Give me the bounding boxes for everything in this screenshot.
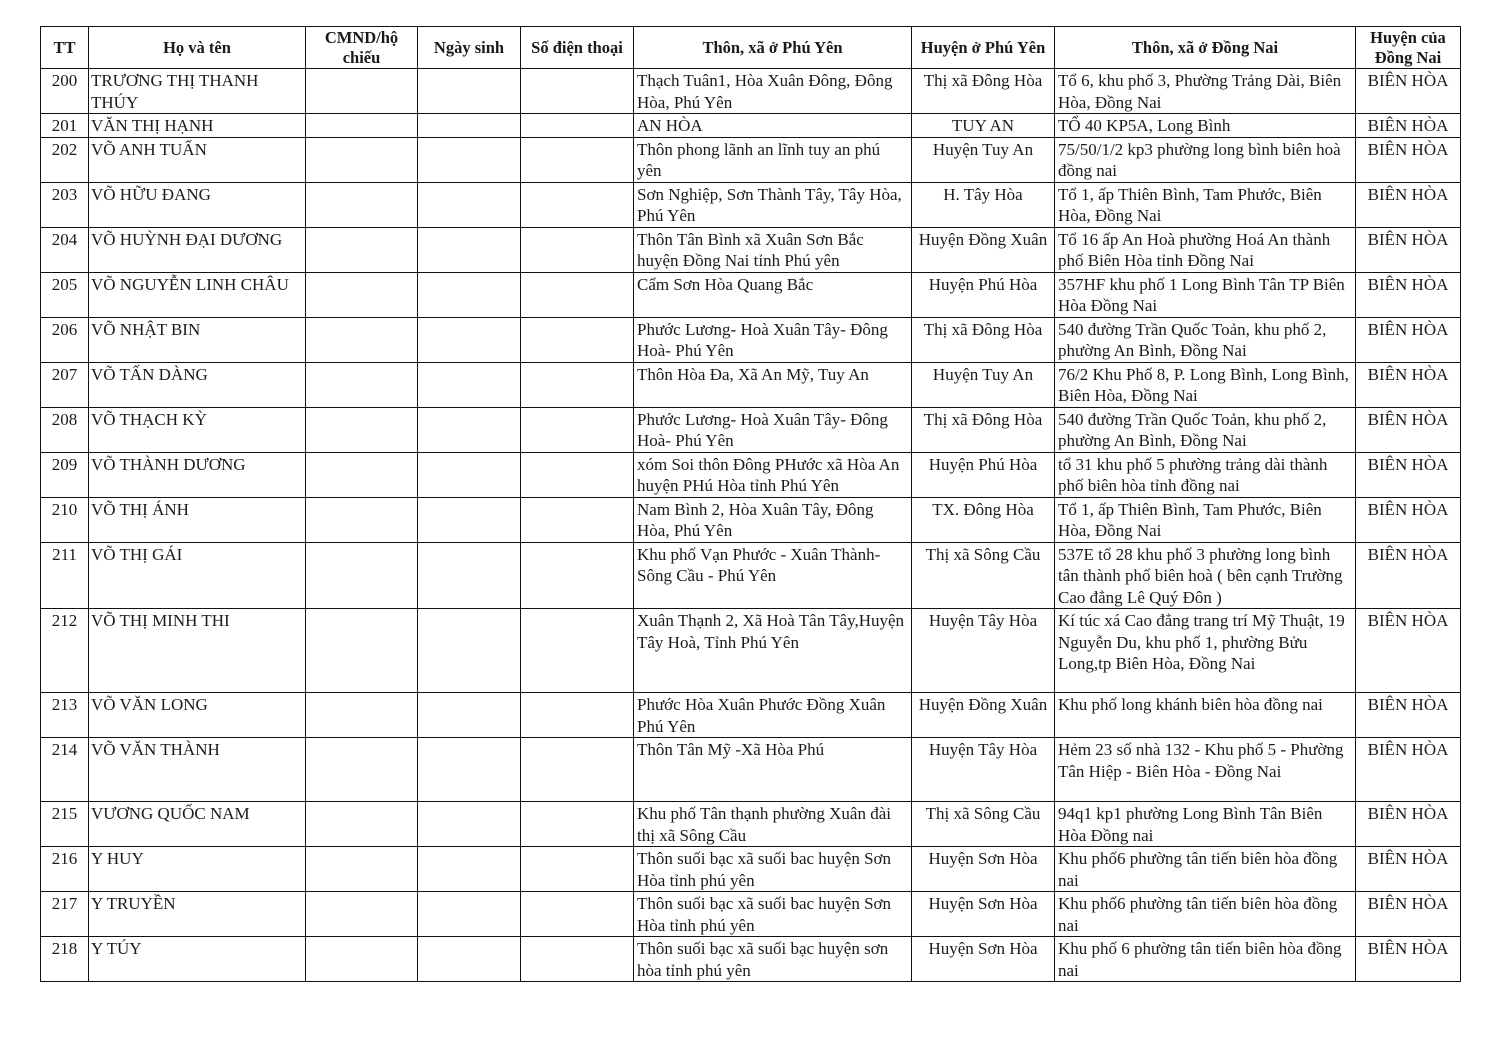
- person-name: VÕ VĂN LONG: [89, 693, 306, 738]
- row-number: 210: [41, 497, 89, 542]
- dong-nai-district: BIÊN HÒA: [1356, 847, 1461, 892]
- phu-yen-address: Khu phố Tân thạnh phường Xuân đài thị xã Sông Cầu: [634, 802, 912, 847]
- phu-yen-address: Thôn phong lãnh an lĩnh tuy an phú yên: [634, 137, 912, 182]
- id-number-redacted: [306, 182, 418, 227]
- id-number-redacted: [306, 497, 418, 542]
- dong-nai-district: BIÊN HÒA: [1356, 69, 1461, 114]
- phu-yen-district: Huyện Sơn Hòa: [912, 847, 1055, 892]
- birth-date-redacted: [418, 114, 521, 138]
- phone-redacted: [521, 69, 634, 114]
- id-number-redacted: [306, 137, 418, 182]
- row-number: 213: [41, 693, 89, 738]
- row-number: 205: [41, 272, 89, 317]
- birth-date-redacted: [418, 738, 521, 802]
- phu-yen-district: Huyện Đồng Xuân: [912, 227, 1055, 272]
- person-name: VÕ HỮU ĐANG: [89, 182, 306, 227]
- table-row: [41, 937, 1461, 982]
- table-row: [41, 452, 1461, 497]
- phone-redacted: [521, 847, 634, 892]
- table-row: [41, 738, 1461, 802]
- dong-nai-address: Khu phố 6 phường tân tiến biên hòa đồng nai: [1055, 937, 1356, 982]
- person-name: VÕ NGUYỄN LINH CHÂU: [89, 272, 306, 317]
- phone-redacted: [521, 362, 634, 407]
- row-number: 200: [41, 69, 89, 114]
- phu-yen-district: Thị xã Sông Cầu: [912, 802, 1055, 847]
- dong-nai-address: Khu phố6 phường tân tiến biên hòa đồng nai: [1055, 847, 1356, 892]
- birth-date-redacted: [418, 542, 521, 609]
- row-number: 206: [41, 317, 89, 362]
- dong-nai-address: 75/50/1/2 kp3 phường long bình biên hoà đồng nai: [1055, 137, 1356, 182]
- row-number: 204: [41, 227, 89, 272]
- person-name: VÕ VĂN THÀNH: [89, 738, 306, 802]
- header-name: Họ và tên: [89, 27, 306, 69]
- table-row: [41, 847, 1461, 892]
- dong-nai-district: BIÊN HÒA: [1356, 738, 1461, 802]
- id-number-redacted: [306, 114, 418, 138]
- header-id: CMND/hộ chiếu: [306, 27, 418, 69]
- dong-nai-district: BIÊN HÒA: [1356, 182, 1461, 227]
- phone-redacted: [521, 609, 634, 693]
- phu-yen-address: AN HÒA: [634, 114, 912, 138]
- phu-yen-district: Huyện Phú Hòa: [912, 272, 1055, 317]
- table-row: [41, 69, 1461, 114]
- birth-date-redacted: [418, 69, 521, 114]
- person-name: TRƯƠNG THỊ THANH THÚY: [89, 69, 306, 114]
- id-number-redacted: [306, 693, 418, 738]
- dong-nai-district: BIÊN HÒA: [1356, 937, 1461, 982]
- id-number-redacted: [306, 407, 418, 452]
- birth-date-redacted: [418, 497, 521, 542]
- table-row: [41, 317, 1461, 362]
- phone-redacted: [521, 272, 634, 317]
- dong-nai-address: tổ 31 khu phố 5 phường trảng dài thành phố biên hòa tỉnh đồng nai: [1055, 452, 1356, 497]
- person-name: Y HUY: [89, 847, 306, 892]
- dong-nai-address: Kí túc xá Cao đẳng trang trí Mỹ Thuật, 19 Nguyễn Du, khu phố 1, phường Bửu Long,tp Biên Hòa, Đồng Nai: [1055, 609, 1356, 693]
- row-number: 208: [41, 407, 89, 452]
- phu-yen-district: TUY AN: [912, 114, 1055, 138]
- phu-yen-district: TX. Đông Hòa: [912, 497, 1055, 542]
- phone-redacted: [521, 937, 634, 982]
- phone-redacted: [521, 452, 634, 497]
- phone-redacted: [521, 738, 634, 802]
- dong-nai-district: BIÊN HÒA: [1356, 227, 1461, 272]
- person-name: VÕ TẤN DÀNG: [89, 362, 306, 407]
- residents-table: [40, 26, 1461, 982]
- table-row: [41, 802, 1461, 847]
- dong-nai-address: 540 đường Trần Quốc Toản, khu phố 2, phường An Bình, Đồng Nai: [1055, 407, 1356, 452]
- birth-date-redacted: [418, 137, 521, 182]
- id-number-redacted: [306, 362, 418, 407]
- phu-yen-address: Cẩm Sơn Hòa Quang Bắc: [634, 272, 912, 317]
- row-number: 215: [41, 802, 89, 847]
- id-number-redacted: [306, 802, 418, 847]
- header-addr-py: Thôn, xã ở Phú Yên: [634, 27, 912, 69]
- phu-yen-address: Nam Bình 2, Hòa Xuân Tây, Đông Hòa, Phú Yên: [634, 497, 912, 542]
- dong-nai-address: Hẻm 23 số nhà 132 - Khu phố 5 - Phường Tân Hiệp - Biên Hòa - Đồng Nai: [1055, 738, 1356, 802]
- id-number-redacted: [306, 937, 418, 982]
- phu-yen-address: Xuân Thạnh 2, Xã Hoà Tân Tây,Huyện Tây Hoà, Tỉnh Phú Yên: [634, 609, 912, 693]
- phu-yen-address: Thôn suối bạc xã suối bac huyện Sơn Hòa tỉnh phú yên: [634, 847, 912, 892]
- phu-yen-district: Thị xã Đông Hòa: [912, 407, 1055, 452]
- dong-nai-district: BIÊN HÒA: [1356, 137, 1461, 182]
- person-name: VĂN THỊ HẠNH: [89, 114, 306, 138]
- birth-date-redacted: [418, 937, 521, 982]
- table-row: [41, 407, 1461, 452]
- phu-yen-district: Huyện Đồng Xuân: [912, 693, 1055, 738]
- person-name: VÕ HUỲNH ĐẠI DƯƠNG: [89, 227, 306, 272]
- row-number: 211: [41, 542, 89, 609]
- phone-redacted: [521, 137, 634, 182]
- person-name: VÕ THỊ GÁI: [89, 542, 306, 609]
- person-name: VÕ NHẬT BIN: [89, 317, 306, 362]
- phone-redacted: [521, 227, 634, 272]
- phu-yen-address: xóm Soi thôn Đông PHước xã Hòa An huyện PHú Hòa tỉnh Phú Yên: [634, 452, 912, 497]
- table-row: [41, 892, 1461, 937]
- person-name: Y TÚY: [89, 937, 306, 982]
- row-number: 202: [41, 137, 89, 182]
- id-number-redacted: [306, 609, 418, 693]
- id-number-redacted: [306, 452, 418, 497]
- table-row: [41, 693, 1461, 738]
- row-number: 218: [41, 937, 89, 982]
- dong-nai-address: Khu phố long khánh biên hòa đồng nai: [1055, 693, 1356, 738]
- table-row: [41, 609, 1461, 693]
- dong-nai-address: 357HF khu phố 1 Long Bình Tân TP Biên Hòa Đồng Nai: [1055, 272, 1356, 317]
- phone-redacted: [521, 497, 634, 542]
- phu-yen-district: Thị xã Sông Cầu: [912, 542, 1055, 609]
- header-phone: Số điện thoại: [521, 27, 634, 69]
- birth-date-redacted: [418, 693, 521, 738]
- phone-redacted: [521, 182, 634, 227]
- table-row: [41, 114, 1461, 138]
- phu-yen-district: Thị xã Đông Hòa: [912, 69, 1055, 114]
- phu-yen-address: Thôn suối bạc xã suối bạc huyện sơn hòa tỉnh phú yên: [634, 937, 912, 982]
- dong-nai-district: BIÊN HÒA: [1356, 497, 1461, 542]
- birth-date-redacted: [418, 892, 521, 937]
- phu-yen-district: Huyện Sơn Hòa: [912, 892, 1055, 937]
- row-number: 203: [41, 182, 89, 227]
- id-number-redacted: [306, 317, 418, 362]
- person-name: Y TRUYỀN: [89, 892, 306, 937]
- birth-date-redacted: [418, 847, 521, 892]
- birth-date-redacted: [418, 317, 521, 362]
- row-number: 212: [41, 609, 89, 693]
- person-name: VÕ THỊ MINH THI: [89, 609, 306, 693]
- id-number-redacted: [306, 542, 418, 609]
- dong-nai-address: Khu phố6 phường tân tiến biên hòa đồng nai: [1055, 892, 1356, 937]
- table-row: [41, 137, 1461, 182]
- dong-nai-address: Tổ 1, ấp Thiên Bình, Tam Phước, Biên Hòa, Đồng Nai: [1055, 497, 1356, 542]
- phu-yen-address: Phước Hòa Xuân Phước Đồng Xuân Phú Yên: [634, 693, 912, 738]
- phone-redacted: [521, 114, 634, 138]
- header-tt: TT: [41, 27, 89, 69]
- phone-redacted: [521, 407, 634, 452]
- phone-redacted: [521, 542, 634, 609]
- phu-yen-district: Huyện Tuy An: [912, 362, 1055, 407]
- phu-yen-district: Huyện Tây Hòa: [912, 609, 1055, 693]
- phone-redacted: [521, 317, 634, 362]
- birth-date-redacted: [418, 272, 521, 317]
- row-number: 207: [41, 362, 89, 407]
- id-number-redacted: [306, 892, 418, 937]
- phu-yen-address: Sơn Nghiệp, Sơn Thành Tây, Tây Hòa, Phú Yên: [634, 182, 912, 227]
- phone-redacted: [521, 892, 634, 937]
- id-number-redacted: [306, 272, 418, 317]
- phu-yen-district: Thị xã Đông Hòa: [912, 317, 1055, 362]
- table-row: [41, 182, 1461, 227]
- birth-date-redacted: [418, 407, 521, 452]
- dong-nai-district: BIÊN HÒA: [1356, 452, 1461, 497]
- table-row: [41, 227, 1461, 272]
- person-name: VÕ THÀNH DƯƠNG: [89, 452, 306, 497]
- phu-yen-district: Huyện Sơn Hòa: [912, 937, 1055, 982]
- header-addr-dn: Thôn, xã ở Đồng Nai: [1055, 27, 1356, 69]
- dong-nai-district: BIÊN HÒA: [1356, 802, 1461, 847]
- person-name: VÕ ANH TUẤN: [89, 137, 306, 182]
- phu-yen-district: Huyện Tây Hòa: [912, 738, 1055, 802]
- dong-nai-district: BIÊN HÒA: [1356, 693, 1461, 738]
- dong-nai-district: BIÊN HÒA: [1356, 407, 1461, 452]
- phu-yen-address: Thôn suối bạc xã suối bac huyện Sơn Hòa tỉnh phú yên: [634, 892, 912, 937]
- phu-yen-address: Phước Lương- Hoà Xuân Tây- Đông Hoà- Phú Yên: [634, 407, 912, 452]
- dong-nai-address: 94q1 kp1 phường Long Bình Tân Biên Hòa Đồng nai: [1055, 802, 1356, 847]
- dong-nai-district: BIÊN HÒA: [1356, 114, 1461, 138]
- table-row: [41, 497, 1461, 542]
- header-district-py: Huyện ở Phú Yên: [912, 27, 1055, 69]
- dong-nai-district: BIÊN HÒA: [1356, 362, 1461, 407]
- dong-nai-district: BIÊN HÒA: [1356, 609, 1461, 693]
- birth-date-redacted: [418, 609, 521, 693]
- person-name: VƯƠNG QUỐC NAM: [89, 802, 306, 847]
- row-number: 214: [41, 738, 89, 802]
- dong-nai-address: 537E tổ 28 khu phố 3 phường long bình tân thành phố biên hoà ( bên cạnh Trường Cao đẳng Lê Quý Đôn ): [1055, 542, 1356, 609]
- person-name: VÕ THỊ ÁNH: [89, 497, 306, 542]
- table-body: [41, 69, 1461, 982]
- row-number: 209: [41, 452, 89, 497]
- dong-nai-address: Tổ 1, ấp Thiên Bình, Tam Phước, Biên Hòa, Đồng Nai: [1055, 182, 1356, 227]
- row-number: 217: [41, 892, 89, 937]
- phu-yen-address: Phước Lương- Hoà Xuân Tây- Đông Hoà- Phú Yên: [634, 317, 912, 362]
- table-row: [41, 272, 1461, 317]
- id-number-redacted: [306, 69, 418, 114]
- table-row: [41, 362, 1461, 407]
- dong-nai-address: Tổ 6, khu phố 3, Phường Trảng Dài, Biên Hòa, Đồng Nai: [1055, 69, 1356, 114]
- dong-nai-district: BIÊN HÒA: [1356, 272, 1461, 317]
- dong-nai-address: TỔ 40 KP5A, Long Bình: [1055, 114, 1356, 138]
- birth-date-redacted: [418, 452, 521, 497]
- id-number-redacted: [306, 738, 418, 802]
- header-dob: Ngày sinh: [418, 27, 521, 69]
- dong-nai-district: BIÊN HÒA: [1356, 317, 1461, 362]
- phu-yen-address: Thạch Tuân1, Hòa Xuân Đông, Đông Hòa, Phú Yên: [634, 69, 912, 114]
- phu-yen-address: Thôn Hòa Đa, Xã An Mỹ, Tuy An: [634, 362, 912, 407]
- phu-yen-district: Huyện Phú Hòa: [912, 452, 1055, 497]
- row-number: 201: [41, 114, 89, 138]
- row-number: 216: [41, 847, 89, 892]
- table-row: [41, 542, 1461, 609]
- header-district-dn: Huyện của Đồng Nai: [1356, 27, 1461, 69]
- birth-date-redacted: [418, 802, 521, 847]
- id-number-redacted: [306, 847, 418, 892]
- dong-nai-district: BIÊN HÒA: [1356, 542, 1461, 609]
- phu-yen-district: Huyện Tuy An: [912, 137, 1055, 182]
- birth-date-redacted: [418, 362, 521, 407]
- phone-redacted: [521, 693, 634, 738]
- dong-nai-address: Tổ 16 ấp An Hoà phường Hoá An thành phố Biên Hòa tỉnh Đồng Nai: [1055, 227, 1356, 272]
- phu-yen-address: Thôn Tân Bình xã Xuân Sơn Bắc huyện Đồng Nai tỉnh Phú yên: [634, 227, 912, 272]
- header-row: [41, 27, 1461, 69]
- birth-date-redacted: [418, 182, 521, 227]
- phu-yen-district: H. Tây Hòa: [912, 182, 1055, 227]
- id-number-redacted: [306, 227, 418, 272]
- phone-redacted: [521, 802, 634, 847]
- phu-yen-address: Thôn Tân Mỹ -Xã Hòa Phú: [634, 738, 912, 802]
- dong-nai-address: 76/2 Khu Phố 8, P. Long Bình, Long Bình, Biên Hòa, Đồng Nai: [1055, 362, 1356, 407]
- person-name: VÕ THẠCH KỲ: [89, 407, 306, 452]
- birth-date-redacted: [418, 227, 521, 272]
- dong-nai-address: 540 đường Trần Quốc Toản, khu phố 2, phường An Bình, Đồng Nai: [1055, 317, 1356, 362]
- dong-nai-district: BIÊN HÒA: [1356, 892, 1461, 937]
- phu-yen-address: Khu phố Vạn Phước - Xuân Thành- Sông Cầu - Phú Yên: [634, 542, 912, 609]
